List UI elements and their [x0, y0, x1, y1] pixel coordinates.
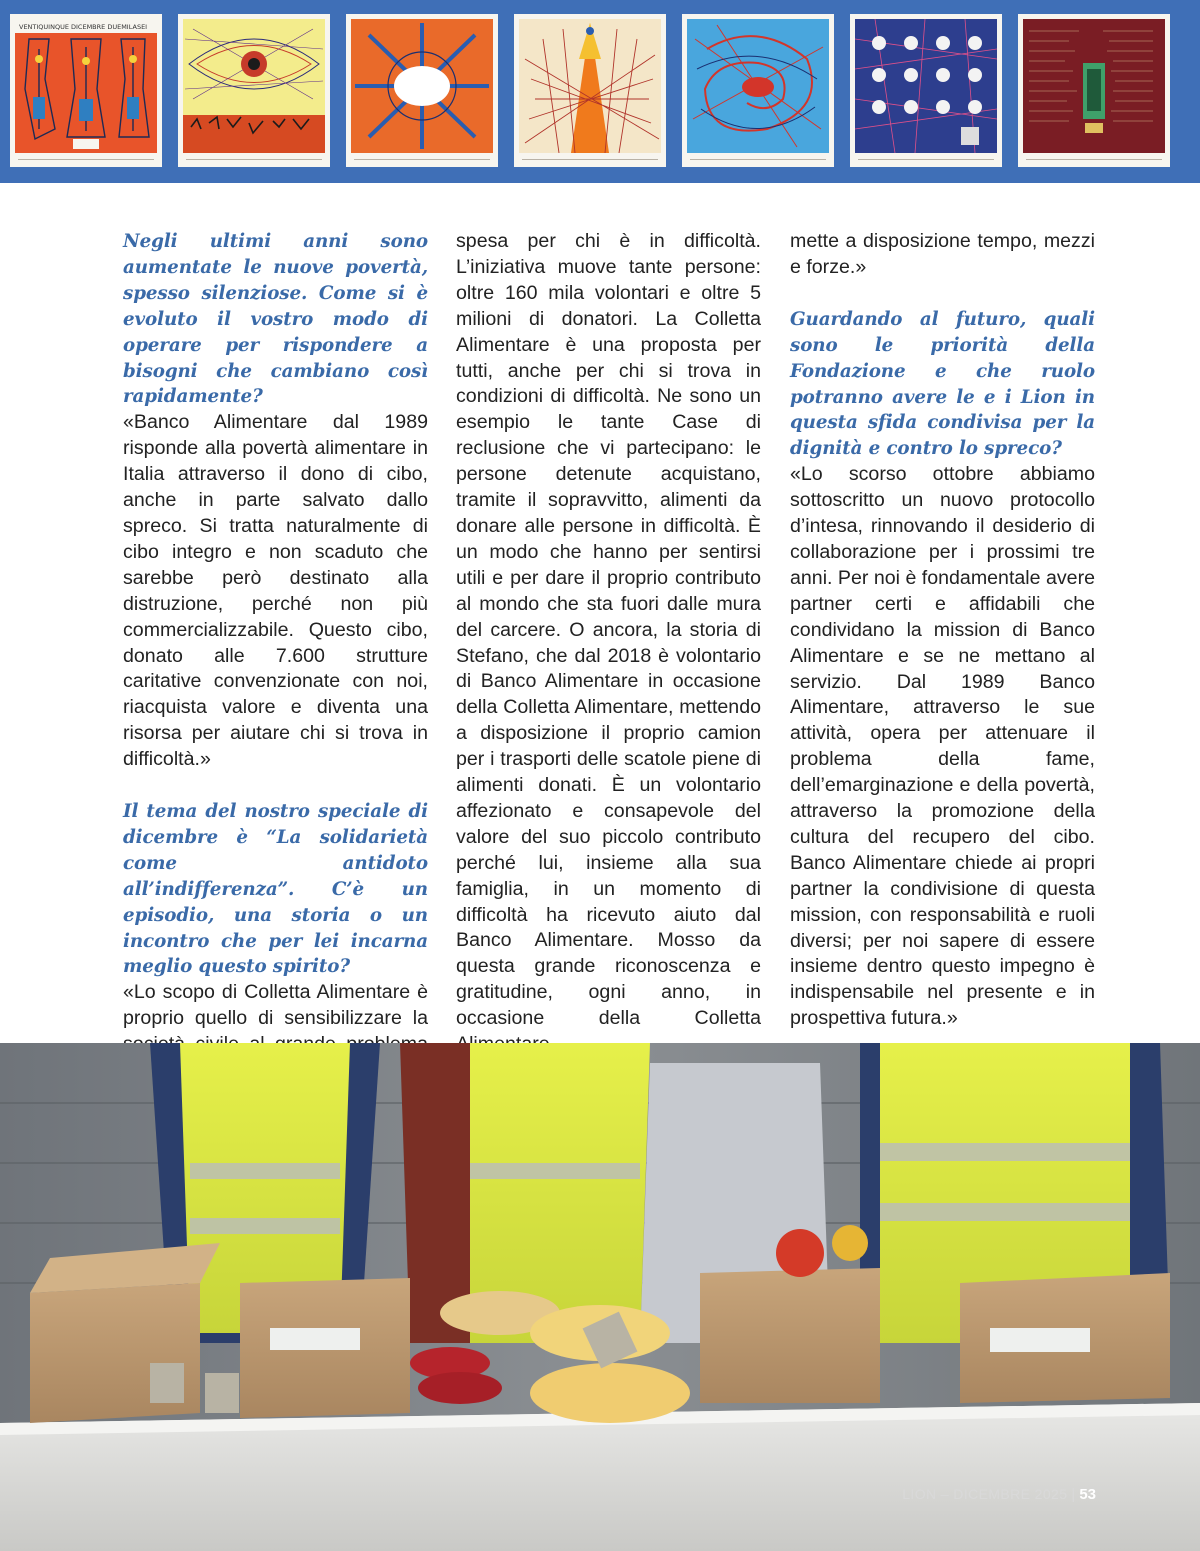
artwork-6 — [850, 14, 1002, 167]
interview-answer-2-end: mette a disposizione tempo, mezzi e forze.» — [790, 230, 1095, 278]
interview-answer-1: «Banco Alimentare dal 1989 risponde alla povertà alimentare in Italia attraverso il dono di cibo, anche in parte salvato dallo spreco. Si tratta naturalmente di cibo integro e non scaduto che sarebbe però destinato alla distruzione, perché non più commercializzabile. Questo cibo, donato alle 7.600 strutture caritative convenzionate con noi, riacquista valore e diventa una risorsa per aiutare chi si trova in difficoltà.» — [123, 411, 428, 771]
artwork-strip — [0, 0, 1200, 183]
interview-answer-2: «Lo scopo di Colletta Alimentare è proprio quello di sensibilizzare la — [123, 981, 428, 1030]
article-column-3 — [790, 229, 1095, 1032]
artwork-7 — [1018, 14, 1170, 167]
footer-separator: | — [1071, 1486, 1076, 1503]
interview-question-2: Il tema del nostro speciale di dicembre è “La solidarietà come antidoto all’indifferenza”. C’è un episodio, una storia o un incontro che per lei incarna meglio questo spirito? — [123, 801, 428, 978]
article-column-2 — [456, 229, 761, 1058]
interview-question-1: Negli ultimi anni sono aumentate le nuove povertà, spesso silenziose. Come si è evoluto il vostro modo di operare per rispondere a bisogni che cambiano così rapidamente? — [123, 231, 428, 408]
interview-question-3: Guardando al futuro, quali sono le priorità della Fondazione e che ruolo potranno avere le e i Lion in questa sfida condivisa per la dignità e contro lo spreco? — [790, 308, 1095, 460]
artwork-3 — [346, 14, 498, 167]
artwork-caption: VENTIQUINQUE DICEMBRE DUEMILASEI — [19, 23, 148, 31]
artwork-5 — [682, 14, 834, 167]
interview-answer-3: «Lo scorso ottobre abbiamo sottoscritto un nuovo protocollo d’intesa, rinnovando il desiderio di collaborazione per i prossimi tre anni. Per noi è fondamentale avere partner certi e affidabili che condividano la mission di Banco Alimentare e se ne mettano al servizio. Dal 1989 Banco Alimentare, attraverso le sue attività, opera per attenuare il problema della fame, dell’emarginazione e della povertà, attraverso la promozione della cultura del recupero del cibo. Banco Alimentare chiede ai propri partner la condivisione di questa mission, con responsabilità e ruoli diversi; per noi sapere di essere insieme dentro questo impegno è indispensabile nel presente e in prospettiva futura.» — [790, 463, 1095, 1030]
page-footer — [902, 1486, 1096, 1504]
magazine-issue: LION – DICEMBRE 2025 — [902, 1486, 1068, 1502]
volunteers-photo — [0, 1043, 1200, 1551]
article-column-1 — [123, 229, 428, 1110]
interview-answer-2-continued: spesa per chi è in difficoltà. L’iniziativa muove tante persone: oltre 160 mila volontari e oltre 5 milioni di donatori. La Colletta Alimentare è una proposta per tutti, anche per chi si trova in condizioni di difficoltà. Ne sono un esempio le tante Case di reclusione che vi partecipano: le persone detenute acquistano, tramite il sopravvitto, alimenti da donare alle persone in difficoltà. È un modo che hanno per sentirsi utili e per dare il proprio contributo al mondo che sta fuori dalle mura del carcere. O ancora, la storia di Stefano, che dal 2018 è volontario di Banco Alimentare in occasione della Colletta Alimentare, mettendo a disposizione il proprio camion per i trasporti delle scatole piene di alimenti donati. È un volontario affezionato e consapevole del valore del suo piccolo contributo perché lui, insieme alla sua famiglia, in un momento di difficoltà ha ricevuto aiuto dal Banco Alimentare. Mosso da questa grande riconoscenza e gratitudine, ogni anno, in occasione della Colletta — [456, 230, 761, 1030]
artwork-4 — [514, 14, 666, 167]
artwork-1 — [10, 14, 162, 167]
artwork-2 — [178, 14, 330, 167]
page-number: 53 — [1079, 1486, 1096, 1503]
